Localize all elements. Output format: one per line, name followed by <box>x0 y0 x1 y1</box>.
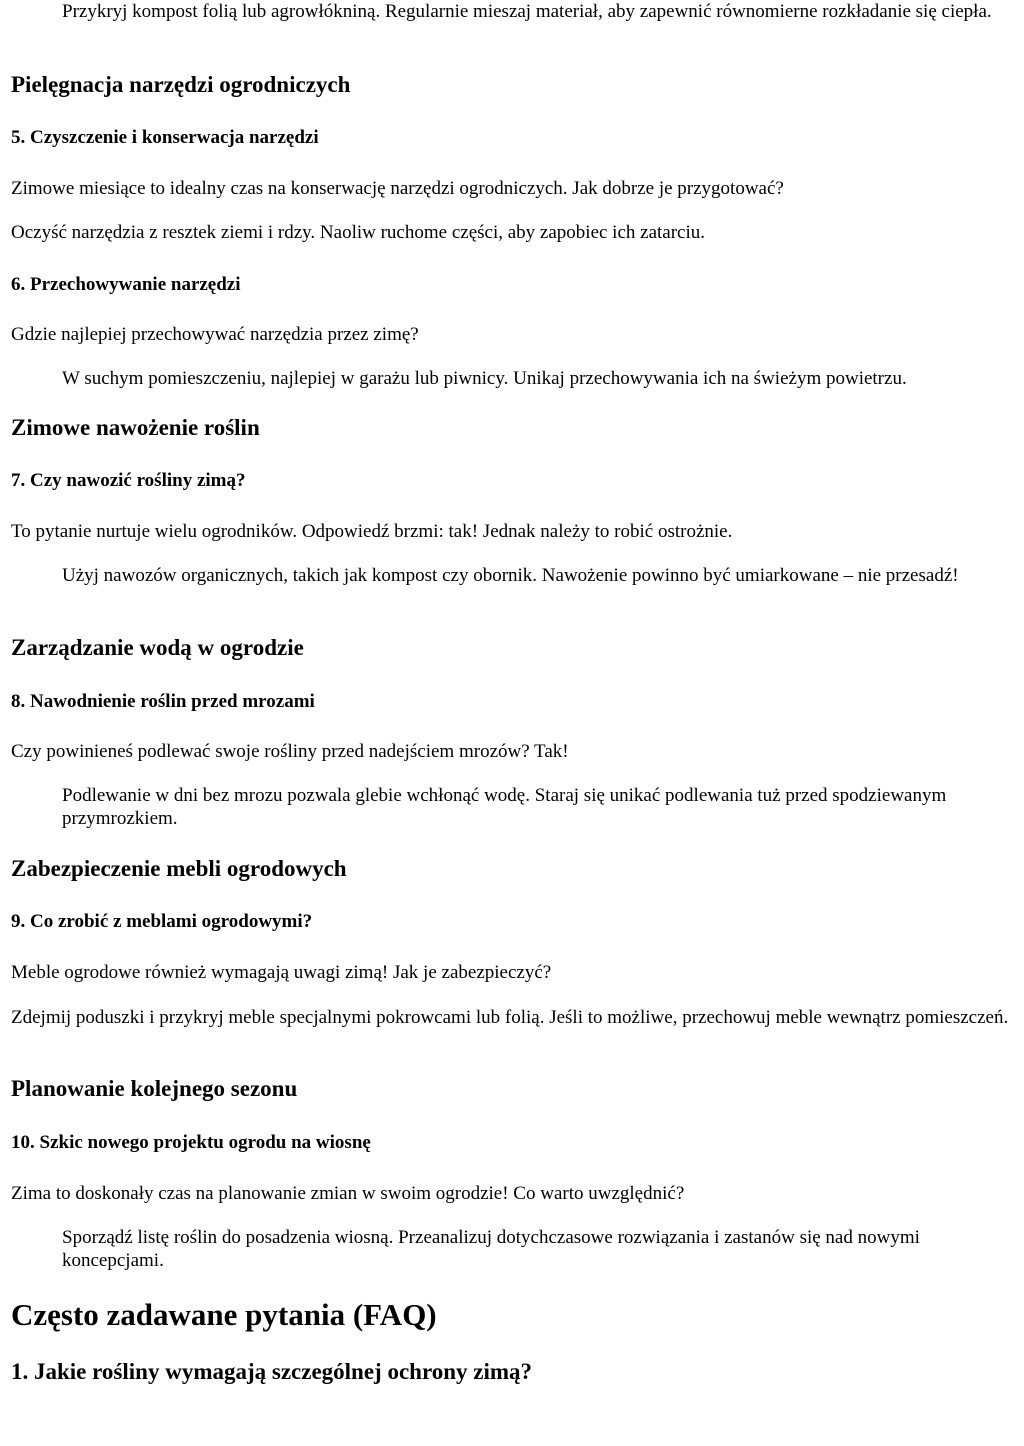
paragraph-q9-intro: Meble ogrodowe również wymagają uwagi zimą! Jak je zabezpieczyć? <box>11 962 552 983</box>
section-heading-fertilize: Zimowe nawożenie roślin <box>11 415 260 440</box>
paragraph-q7-intro: To pytanie nurtuje wielu ogrodników. Odpowiedź brzmi: tak! Jednak należy to robić ostrożnie. <box>11 521 733 542</box>
question-heading-8: 8. Nawodnienie roślin przed mrozami <box>11 691 315 712</box>
paragraph-q5-answer: Oczyść narzędzia z resztek ziemi i rdzy. Naoliw ruchome części, aby zapobiec ich zatarciu. <box>11 222 706 243</box>
paragraph-q10-intro: Zima to doskonały czas na planowanie zmian w swoim ogrodzie! Co warto uwzględnić? <box>11 1183 685 1204</box>
question-heading-5: 5. Czyszczenie i konserwacja narzędzi <box>11 127 319 148</box>
question-heading-10: 10. Szkic nowego projektu ogrodu na wiosnę <box>11 1132 371 1153</box>
paragraph-q6-answer: W suchym pomieszczeniu, najlepiej w garażu lub piwnicy. Unikaj przechowywania ich na świeżym powietrzu. <box>62 368 907 389</box>
question-heading-6: 6. Przechowywanie narzędzi <box>11 274 241 295</box>
paragraph-q10-answer: Sporządź listę roślin do posadzenia wiosną. Przeanalizuj dotychczasowe rozwiązania i zastanów się nad nowymi koncepcjami. <box>62 1227 920 1271</box>
paragraph-q5-intro: Zimowe miesiące to idealny czas na konserwację narzędzi ogrodniczych. Jak dobrze je przygotować? <box>11 178 784 199</box>
section-heading-planning: Planowanie kolejnego sezonu <box>11 1076 298 1101</box>
paragraph-q9-answer: Zdejmij poduszki i przykryj meble specjalnymi pokrowcami lub folią. Jeśli to możliwe, przechowuj meble wewnątrz pomieszczeń. <box>11 1007 1009 1028</box>
question-heading-9: 9. Co zrobić z meblami ogrodowymi? <box>11 911 313 932</box>
section-heading-tools: Pielęgnacja narzędzi ogrodniczych <box>11 72 351 97</box>
paragraph-q6-intro: Gdzie najlepiej przechowywać narzędzia przez zimę? <box>11 324 419 345</box>
compost-tip-paragraph: Przykryj kompost folią lub agrowłókniną. Regularnie mieszaj materiał, aby zapewnić równomierne rozkładanie się ciepła. <box>62 1 992 22</box>
section-heading-furniture: Zabezpieczenie mebli ogrodowych <box>11 856 347 881</box>
paragraph-q8-answer: Podlewanie w dni bez mrozu pozwala glebie wchłonąć wodę. Staraj się unikać podlewania tuż przed spodziewanym przymrozkiem. <box>62 785 947 829</box>
faq-heading: Często zadawane pytania (FAQ) <box>11 1297 437 1332</box>
paragraph-q7-answer: Użyj nawozów organicznych, takich jak kompost czy obornik. Nawożenie powinno być umiarkowane – nie przesadź! <box>62 565 959 586</box>
question-heading-7: 7. Czy nawozić rośliny zimą? <box>11 470 246 491</box>
section-heading-water: Zarządzanie wodą w ogrodzie <box>11 635 304 660</box>
paragraph-q8-intro: Czy powinieneś podlewać swoje rośliny przed nadejściem mrozów? Tak! <box>11 741 569 762</box>
faq-question-1: 1. Jakie rośliny wymagają szczególnej ochrony zimą? <box>11 1359 533 1384</box>
